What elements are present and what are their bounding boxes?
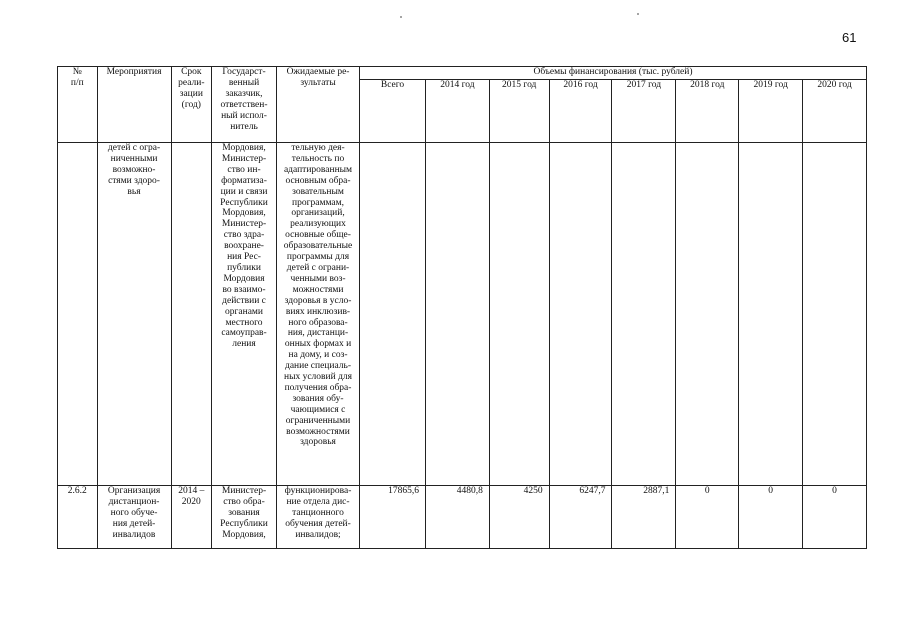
value-2015 (489, 143, 549, 486)
value-2019: 0 (739, 486, 803, 549)
value-2017 (612, 143, 676, 486)
value-2016: 6247,7 (549, 486, 612, 549)
value-2014 (425, 143, 489, 486)
term-cell (171, 143, 212, 486)
header-term: Срок реали- зации (год) (171, 67, 212, 143)
header-results: Ожидаемые ре- зультаты (276, 67, 359, 143)
header-year-2017: 2017 год (612, 80, 676, 143)
header-year-2020: 2020 год (803, 80, 867, 143)
activity-cell: Организация дистанцион- ного обуче- ния детей- инвалидов (97, 486, 171, 549)
value-2018: 0 (676, 486, 739, 549)
header-activities: Мероприятия (97, 67, 171, 143)
funding-table (57, 66, 867, 549)
header-year-total: Всего (360, 80, 426, 143)
table-row (58, 486, 867, 549)
activity-cell: детей с огра- ниченными возможно- стями здоро- вья (97, 143, 171, 486)
page-number: 61 (842, 30, 857, 45)
header-number: № п/п (58, 67, 98, 143)
result-cell: тельную дея- тельность по адаптированным основным обра- зовательным программам, организаций, реализующих основные обще- образовательные программы для детей с ограни- ченными воз- можностями здоровья в усло- виях инклюзив- ного образова- ния, дистанци- онных формах и на дому, и соз- дание специаль- ных условий для получения обра- зования обу- чающимися с ограниченными возможностями здоровья (276, 143, 359, 486)
header-funding: Объемы финансирования (тыс. рублей) (360, 67, 867, 80)
header-year-2015: 2015 год (489, 80, 549, 143)
header-year-2016: 2016 год (549, 80, 612, 143)
scan-speck (400, 16, 402, 18)
value-2014: 4480,8 (425, 486, 489, 549)
value-2020 (803, 143, 867, 486)
value-2017: 2887,1 (612, 486, 676, 549)
customer-cell: Мордовия, Министер- ство ин- форматиза- ции и связи Республики Мордовия, Министер- ство здра- воохране- ния Рес- публики Мордовия во взаимо- действии с органами местного самоуправ- ления (212, 143, 277, 486)
value-total: 17865,6 (360, 486, 426, 549)
scan-speck (637, 13, 639, 15)
customer-cell: Министер- ство обра- зования Республики Мордовия, (212, 486, 277, 549)
header-customer: Государст- венный заказчик, ответствен- ный испол- нитель (212, 67, 277, 143)
result-cell: функционирова- ние отдела дис- танционного обучения детей- инвалидов; (276, 486, 359, 549)
row-number: 2.6.2 (58, 486, 98, 549)
value-2018 (676, 143, 739, 486)
term-cell: 2014 – 2020 (171, 486, 212, 549)
value-2016 (549, 143, 612, 486)
value-2015: 4250 (489, 486, 549, 549)
value-2019 (739, 143, 803, 486)
header-year-2014: 2014 год (425, 80, 489, 143)
header-year-2018: 2018 год (676, 80, 739, 143)
table-row (58, 143, 867, 486)
header-year-2019: 2019 год (739, 80, 803, 143)
value-total (360, 143, 426, 486)
value-2020: 0 (803, 486, 867, 549)
row-number (58, 143, 98, 486)
